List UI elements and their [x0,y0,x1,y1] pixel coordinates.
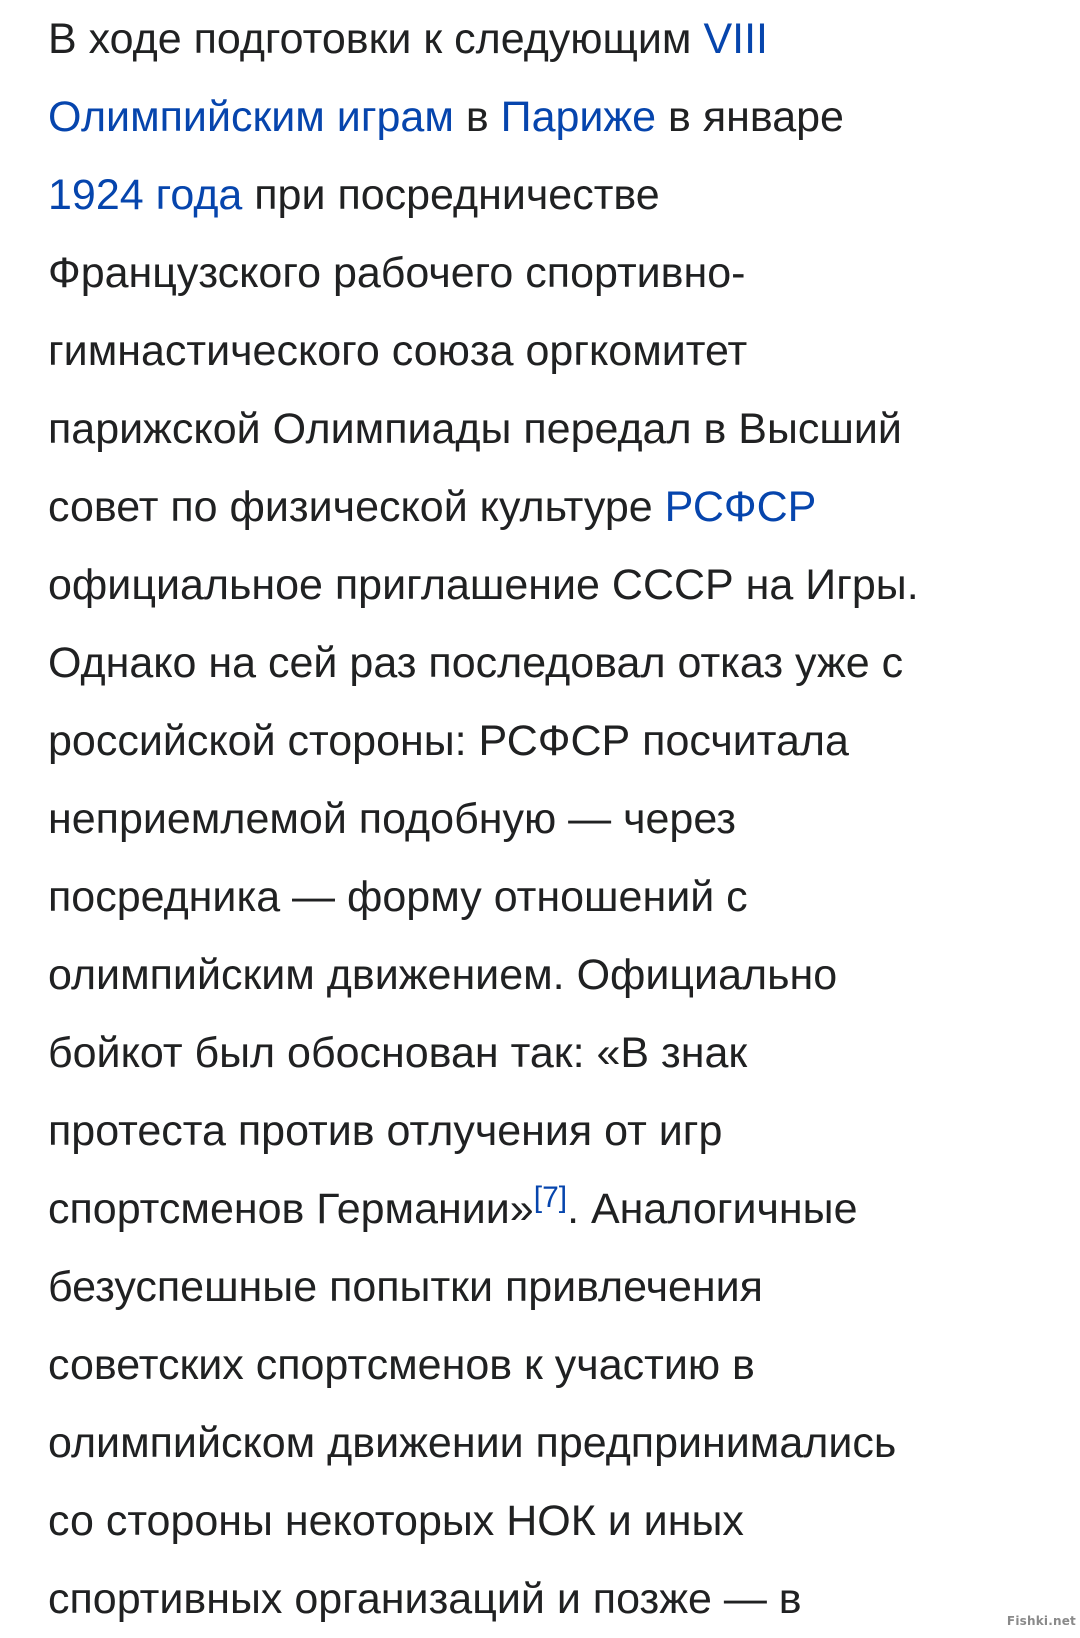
paragraph-text: олимпийском движении предпринимались [48,1419,897,1467]
paragraph-text: Французского рабочего спортивно- [48,249,746,297]
paragraph-line [48,1482,1058,1560]
wiki-link[interactable]: Олимпийским играм [48,93,454,141]
paragraph-text: в январе [656,93,844,141]
paragraph-line [48,0,1058,78]
paragraph-text: . Аналогичные [567,1185,858,1233]
paragraph-line [48,858,1058,936]
paragraph-text: бойкот был обоснован так: «В знак [48,1029,748,1077]
paragraph-line [48,624,1058,702]
paragraph-line [48,702,1058,780]
site-watermark: Fishki.net [1006,1614,1076,1628]
paragraph-line [48,156,1058,234]
wiki-link[interactable]: Париже [500,93,657,141]
paragraph-text: парижской Олимпиады передал в Высший [48,405,902,453]
paragraph-text: протеста против отлучения от игр [48,1107,723,1155]
paragraph-text: в [453,93,501,141]
paragraph-text: российской стороны: РСФСР посчитала [48,717,849,765]
wiki-link[interactable]: 1924 года [48,171,243,219]
paragraph-line [48,780,1058,858]
paragraph-line [48,936,1058,1014]
paragraph-text: при посредничестве [242,171,660,219]
paragraph-line [48,1014,1058,1092]
paragraph-line [48,1404,1058,1482]
paragraph-line [48,1248,1058,1326]
paragraph-line [48,390,1058,468]
article-body [48,0,1058,1638]
paragraph-text: советских спортсменов к участию в [48,1341,755,1389]
paragraph-line [48,312,1058,390]
paragraph-text: неприемлемой подобную — через [48,795,736,843]
paragraph-line [48,78,1058,156]
paragraph-text: Однако на сей раз последовал отказ уже с [48,639,904,687]
paragraph-text: В ходе подготовки к следующим [48,15,704,63]
paragraph-text: олимпийским движением. Официально [48,951,838,999]
paragraph-text: безуспешные попытки привлечения [48,1263,763,1311]
paragraph-line [48,1092,1058,1170]
paragraph-line [48,234,1058,312]
paragraph-text: посредника — форму отношений с [48,873,748,921]
paragraph-text: гимнастического союза оргкомитет [48,327,748,375]
paragraph-text: спортивных организаций и позже — в [48,1575,802,1623]
paragraph-line [48,468,1058,546]
paragraph-text: со стороны некоторых НОК и иных [48,1497,744,1545]
paragraph-text: совет по физической культуре [48,483,665,531]
paragraph-line [48,1560,1058,1638]
wiki-link[interactable]: VIII [703,15,768,63]
footnote-reference-link[interactable]: [7] [533,1181,568,1214]
paragraph-line [48,1326,1058,1404]
paragraph-text: официальное приглашение СССР на Игры. [48,561,919,609]
paragraph-line [48,546,1058,624]
wiki-link[interactable]: РСФСР [664,483,817,531]
paragraph-text: спортсменов Германии» [48,1185,534,1233]
paragraph-line [48,1170,1058,1248]
